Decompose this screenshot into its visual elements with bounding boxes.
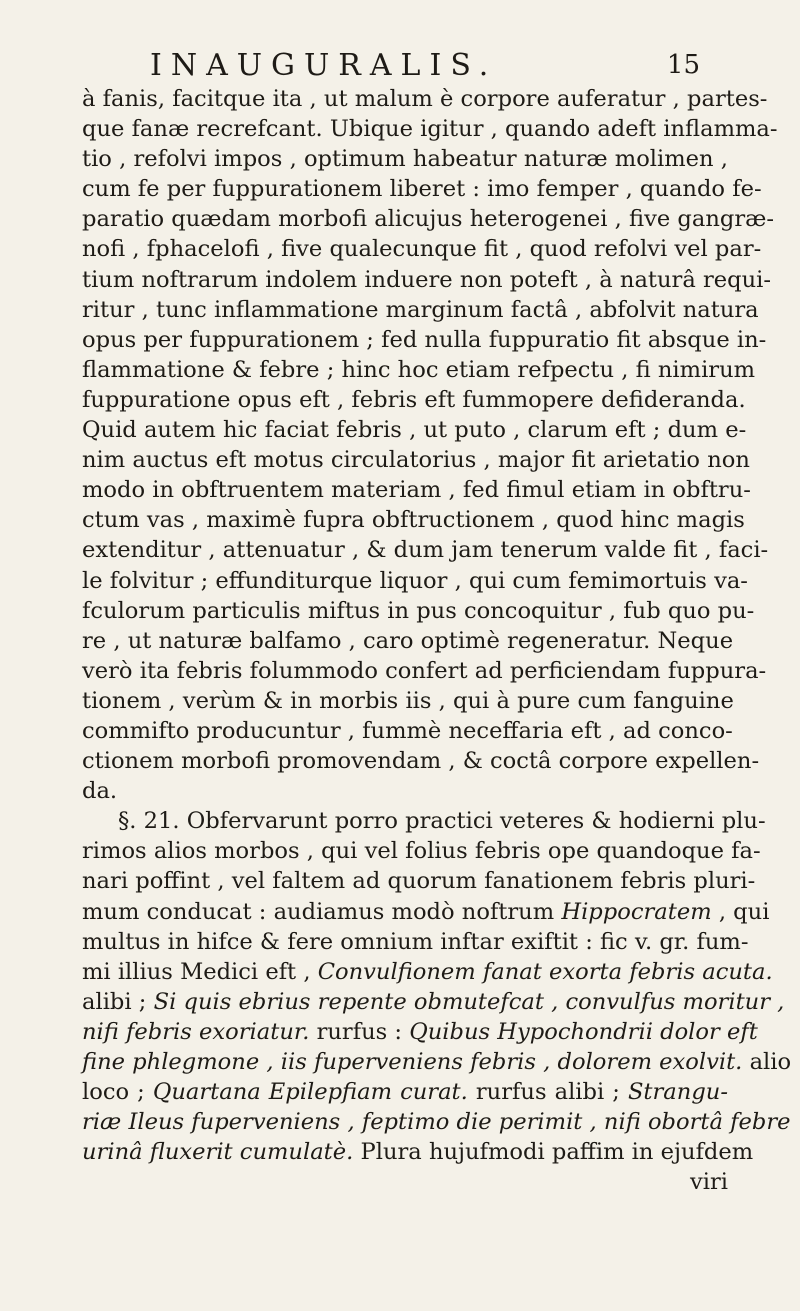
aphorism: riæ Ileus fuperveniens , [82,1109,355,1136]
text-line: paratio quædam morbofi alicujus heterogenei , five gangræ- [82,206,774,233]
aphorism: Quartana Epilepfiam curat. [152,1079,468,1106]
text-line: modo in obftruentem materiam , fed fimul etiam in obftru- [82,477,751,504]
text-line: nifi febris exoriatur. rurfus : Quibus Hypochondrii dolor eft [82,1018,758,1045]
text-line: opus per fuppurationem ; fed nulla fuppuratio fit absque in- [82,326,767,353]
text-line: que fanæ recrefcant. Ubique igitur , quando adeft inflamma- [82,116,778,143]
text-line: commifto producuntur , fummè neceffaria eft , ad conco- [82,717,733,744]
text-line: fine phlegmone , iis fuperveniens febris , dolorem exolvit. alio [82,1049,792,1075]
text-line: verò ita febris folummodo confert ad perficiendam fuppura- [82,657,767,684]
section-21-start: §. 21. Obfervarunt porro practici veteres & hodierni plu- [118,808,766,835]
catchword: viri [689,1169,728,1196]
text-line: urinâ fluxerit cumulatè. Plura hujufmodi paffim in ejufdem [82,1139,754,1166]
text-line: re , ut naturæ balfamo , caro optimè regeneratur. Neque [82,627,734,654]
aphorism: nifi febris exoriatur. [82,1018,310,1045]
text-line: mum conducat : audiamus modò noftrum Hippocratem , qui [82,898,770,925]
running-header [150,48,700,88]
aphorism: feptimo die perimit , nifi obortâ febre [361,1109,791,1136]
text-line: extenditur , attenuatur , & dum jam tenerum valde fit , faci- [82,537,769,564]
aphorism: Convulfionem fanat exorta febris acuta. [317,958,773,985]
text-line: alibi ; Si quis ebrius repente obmutefcat , convulfus moritur , [82,988,785,1015]
text-line: tio , refolvi impos , optimum habeatur naturæ molimen , [82,146,728,173]
text-line: da. [82,778,118,805]
running-title: INAUGURALIS. [150,48,498,83]
text-line: Quid autem hic faciat febris , ut puto , clarum eft ; dum e- [82,417,747,444]
text-line: rimos alios morbos , qui vel folius febris ope quandoque fa- [82,838,761,865]
text-line: nim auctus eft motus circulatorius , major fit arietatio non [82,447,750,474]
aphorism: iis fuperveniens febris , dolorem exolvit. [280,1049,743,1075]
author-name: Hippocratem [561,898,712,925]
text-line: tionem , verùm & in morbis iis , qui à pure cum fanguine [82,687,734,714]
aphorism: urinâ fluxerit cumulatè. [82,1139,354,1166]
aphorism: Quibus Hypochondrii dolor eft [409,1018,758,1045]
aphorism: fine phlegmone , [82,1049,274,1075]
body-text [82,84,792,1197]
page-number: 15 [666,50,700,80]
text-line: nari poffint , vel faltem ad quorum fanationem febris pluri- [82,868,756,895]
text-line: ctum vas , maximè fupra obftructionem , quod hinc magis [82,507,745,534]
aphorism: Si quis ebrius repente obmutefcat , convulfus moritur , [153,988,785,1015]
text-line [82,1107,791,1137]
text-line: multus in hifce & fere omnium inftar exiftit : fic v. gr. fum- [82,928,749,955]
text-line: à fanis, facitque ita , ut malum è corpore auferatur , partes- [82,86,768,112]
text-line: ctionem morbofi promovendam , & coctâ corpore expellen- [82,748,760,775]
text-line: tium noftrarum indolem induere non poteft , à naturâ requi- [82,266,772,293]
text-line: nofi , fphacelofi , five qualecunque fit , quod refolvi vel par- [82,236,762,263]
text-line: le folvitur ; effunditurque liquor , qui cum femimortuis va- [82,567,748,594]
text-line: ritur , tunc inflammatione marginum factâ , abfolvit natura [82,296,759,323]
aphorism: Strangu- [627,1079,728,1106]
text-line: flammatione & febre ; hinc hoc etiam refpectu , fi nimirum [82,356,756,383]
text-line: fculorum particulis miftus in pus concoquitur , fub quo pu- [82,597,755,624]
text-line: mi illius Medici eft , Convulfionem fanat exorta febris acuta. [82,958,773,985]
text-line: cum fe per fuppurationem liberet : imo femper , quando fe- [82,176,762,203]
text-line: fuppuratione opus eft , febris eft fummopere defideranda. [82,386,746,413]
text-line: loco ; Quartana Epilepfiam curat. rurfus alibi ; Strangu- [82,1079,728,1106]
